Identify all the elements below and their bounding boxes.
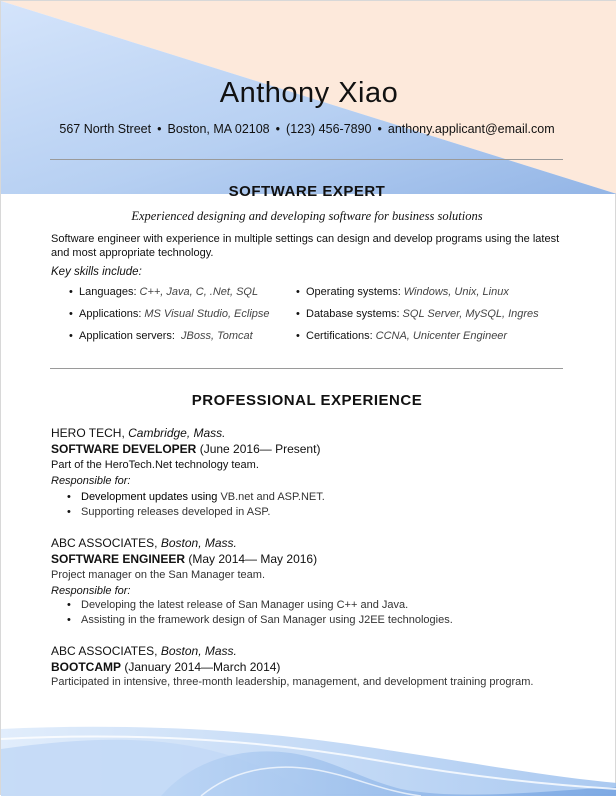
job-dates: (May 2014— May 2016) bbox=[188, 552, 318, 566]
skill-item bbox=[296, 308, 539, 320]
job-company-line bbox=[51, 644, 237, 658]
job-dates: (June 2016— Present) bbox=[199, 442, 321, 456]
responsible-label: Responsible for: bbox=[51, 585, 131, 597]
bullet-icon: • bbox=[296, 286, 300, 298]
bullet-icon: • bbox=[296, 308, 300, 320]
email-address[interactable]: anthony.applicant@email.com bbox=[387, 122, 555, 136]
job-description: Part of the HeroTech.Net technology team. bbox=[51, 459, 259, 471]
skill-item bbox=[296, 330, 507, 342]
responsibility-text: Supporting releases developed in ASP. bbox=[81, 506, 271, 518]
bullet-icon: • bbox=[69, 308, 73, 320]
responsibility-strong: Development updates using bbox=[81, 491, 218, 503]
bullet-icon: • bbox=[69, 330, 73, 342]
job-title-line bbox=[51, 442, 320, 456]
contact-separator: • bbox=[275, 122, 281, 136]
skill-label: Application servers: bbox=[79, 330, 175, 342]
summary-tagline: Experienced designing and developing software for business solutions bbox=[131, 209, 483, 223]
divider-top bbox=[50, 159, 563, 160]
skill-item bbox=[69, 308, 270, 320]
skill-label: Applications: bbox=[79, 308, 142, 320]
skill-item bbox=[296, 286, 509, 298]
street-address: 567 North Street bbox=[59, 122, 152, 136]
skill-value: Windows, Unix, Linux bbox=[403, 286, 509, 298]
job-title-line bbox=[51, 552, 317, 566]
skill-value: CCNA, Unicenter Engineer bbox=[375, 330, 508, 342]
skill-item bbox=[69, 330, 253, 342]
responsibility-item bbox=[67, 506, 270, 518]
skill-value: C++, Java, C, .Net, SQL bbox=[139, 286, 259, 298]
company-location: Boston, Mass. bbox=[160, 536, 237, 550]
skill-label: Certifications: bbox=[306, 330, 373, 342]
phone-number: (123) 456-7890 bbox=[286, 122, 372, 136]
job-description: Participated in intensive, three-month leadership, management, and development training program. bbox=[51, 676, 534, 688]
divider-middle bbox=[50, 368, 563, 369]
responsibility-text: Developing the latest release of San Manager using C++ and Java. bbox=[81, 599, 409, 611]
applicant-name: Anthony Xiao bbox=[219, 77, 399, 109]
bullet-icon: • bbox=[296, 330, 300, 342]
responsibility-item bbox=[67, 614, 453, 626]
job-company-line bbox=[51, 426, 226, 440]
skill-label: Languages: bbox=[79, 286, 137, 298]
job-title-line bbox=[51, 660, 280, 674]
responsible-label: Responsible for: bbox=[51, 475, 131, 487]
summary-text: Software engineer with experience in multiple settings can design and develop programs using the latest and most appropriate technology. bbox=[51, 233, 560, 259]
responsibility-item bbox=[67, 491, 325, 503]
job-title: SOFTWARE DEVELOPER bbox=[51, 442, 197, 456]
bullet-icon: • bbox=[69, 286, 73, 298]
company-location: Cambridge, Mass. bbox=[128, 426, 226, 440]
skill-value: MS Visual Studio, Eclipse bbox=[144, 308, 270, 320]
skill-item bbox=[69, 286, 258, 298]
experience-heading: PROFESSIONAL EXPERIENCE bbox=[191, 392, 423, 409]
company-location: Boston, Mass. bbox=[160, 644, 237, 658]
skill-label: Operating systems: bbox=[306, 286, 401, 298]
responsibility-text: Assisting in the framework design of San Manager using J2EE technologies. bbox=[81, 614, 453, 626]
bullet-icon: • bbox=[67, 614, 71, 626]
bullet-icon: • bbox=[67, 506, 71, 518]
responsibility-item bbox=[67, 599, 408, 611]
summary-heading: SOFTWARE EXPERT bbox=[228, 183, 386, 200]
bullet-icon: • bbox=[67, 491, 71, 503]
contact-line bbox=[1, 122, 613, 136]
responsibility-text: VB.net and ASP.NET. bbox=[220, 491, 325, 503]
job-title: SOFTWARE ENGINEER bbox=[51, 552, 186, 566]
job-description: Project manager on the San Manager team. bbox=[51, 569, 266, 581]
skill-value: SQL Server, MySQL, Ingres bbox=[402, 308, 539, 320]
company-name: ABC ASSOCIATES, bbox=[51, 644, 158, 658]
key-skills-intro: Key skills include: bbox=[51, 266, 142, 278]
job-dates: (January 2014—March 2014) bbox=[124, 660, 281, 674]
bullet-icon: • bbox=[67, 599, 71, 611]
contact-separator: • bbox=[157, 122, 162, 136]
city-state-zip: Boston, MA 02108 bbox=[167, 122, 270, 136]
company-name: ABC ASSOCIATES, bbox=[51, 536, 158, 550]
company-name: HERO TECH, bbox=[51, 426, 125, 440]
job-title: BOOTCAMP bbox=[51, 660, 121, 674]
job-company-line bbox=[51, 536, 237, 550]
skill-value: JBoss, Tomcat bbox=[181, 330, 253, 342]
contact-separator: • bbox=[377, 122, 382, 136]
skill-label: Database systems: bbox=[306, 308, 400, 320]
